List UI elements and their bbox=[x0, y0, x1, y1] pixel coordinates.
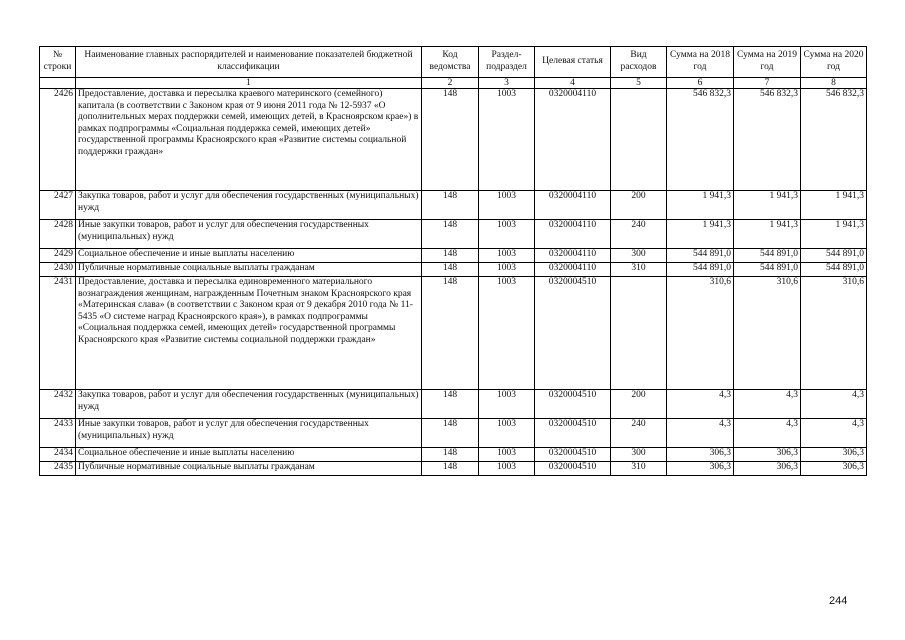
budget-table bbox=[39, 46, 867, 476]
row-dept: 148 bbox=[422, 263, 479, 277]
row-type bbox=[611, 89, 667, 191]
row-number: 2435 bbox=[40, 462, 76, 476]
col-index bbox=[40, 78, 76, 89]
row-name: Социальное обеспечение и иные выплаты населению bbox=[76, 249, 422, 263]
row-type bbox=[611, 277, 667, 390]
row-name: Публичные нормативные социальные выплаты гражданам bbox=[76, 263, 422, 277]
row-number: 2432 bbox=[40, 390, 76, 419]
header-sum-2020: Сумма на 2020 год bbox=[801, 47, 867, 78]
row-target: 0320004110 bbox=[535, 249, 611, 263]
row-sum-2019: 544 891,0 bbox=[734, 263, 801, 277]
header-expense-type: Вид расходов bbox=[611, 47, 667, 78]
row-section: 1003 bbox=[479, 419, 535, 448]
header-target: Целевая статья bbox=[535, 47, 611, 78]
page-number: 244 bbox=[829, 595, 848, 607]
row-dept: 148 bbox=[422, 277, 479, 390]
row-sum-2018: 4,3 bbox=[667, 419, 734, 448]
row-sum-2018: 544 891,0 bbox=[667, 263, 734, 277]
table-row bbox=[40, 220, 867, 249]
header-dept-code: Код ведомства bbox=[422, 47, 479, 78]
table-row bbox=[40, 462, 867, 476]
row-sum-2019: 4,3 bbox=[734, 419, 801, 448]
row-section: 1003 bbox=[479, 277, 535, 390]
row-sum-2019: 306,3 bbox=[734, 448, 801, 462]
col-index: 5 bbox=[611, 78, 667, 89]
row-section: 1003 bbox=[479, 263, 535, 277]
row-number: 2427 bbox=[40, 191, 76, 220]
table-row bbox=[40, 277, 867, 390]
row-section: 1003 bbox=[479, 462, 535, 476]
col-index: 1 bbox=[76, 78, 422, 89]
row-section: 1003 bbox=[479, 390, 535, 419]
header-name: Наименование главных распорядителей и наименование показателей бюджетной классификации bbox=[76, 47, 422, 78]
row-number: 2429 bbox=[40, 249, 76, 263]
header-section: Раздел-подраздел bbox=[479, 47, 535, 78]
row-dept: 148 bbox=[422, 462, 479, 476]
row-dept: 148 bbox=[422, 191, 479, 220]
row-sum-2020: 544 891,0 bbox=[801, 263, 867, 277]
col-index: 8 bbox=[801, 78, 867, 89]
row-section: 1003 bbox=[479, 220, 535, 249]
row-dept: 148 bbox=[422, 220, 479, 249]
row-sum-2020: 306,3 bbox=[801, 462, 867, 476]
row-sum-2020: 306,3 bbox=[801, 448, 867, 462]
row-target: 0320004510 bbox=[535, 419, 611, 448]
row-sum-2020: 4,3 bbox=[801, 419, 867, 448]
row-section: 1003 bbox=[479, 448, 535, 462]
row-type: 310 bbox=[611, 263, 667, 277]
row-section: 1003 bbox=[479, 249, 535, 263]
row-sum-2018: 1 941,3 bbox=[667, 191, 734, 220]
row-sum-2019: 544 891,0 bbox=[734, 249, 801, 263]
table-row bbox=[40, 263, 867, 277]
table-row bbox=[40, 390, 867, 419]
row-name: Предоставление, доставка и пересылка единовременного материального вознаграждения женщинам, награжденным Почетным знаком Красноярского края «Материнская слава» (в соответствии с Законом края от 9 декабря 2010 года № 11-5435 «О системе наград Красноярского края»), в рамках подпрограммы «Социальная поддержка семей, имеющих детей» государственной программы Красноярского края «Развитие системы социальной поддержки граждан» bbox=[76, 277, 422, 390]
row-dept: 148 bbox=[422, 89, 479, 191]
row-sum-2018: 310,6 bbox=[667, 277, 734, 390]
row-type: 240 bbox=[611, 220, 667, 249]
row-sum-2018: 306,3 bbox=[667, 462, 734, 476]
row-sum-2019: 1 941,3 bbox=[734, 191, 801, 220]
header-sum-2018: Сумма на 2018 год bbox=[667, 47, 734, 78]
row-sum-2019: 310,6 bbox=[734, 277, 801, 390]
col-index: 6 bbox=[667, 78, 734, 89]
row-dept: 148 bbox=[422, 249, 479, 263]
row-type: 240 bbox=[611, 419, 667, 448]
row-sum-2018: 4,3 bbox=[667, 390, 734, 419]
row-target: 0320004510 bbox=[535, 448, 611, 462]
row-target: 0320004510 bbox=[535, 277, 611, 390]
row-section: 1003 bbox=[479, 191, 535, 220]
row-number: 2428 bbox=[40, 220, 76, 249]
row-number: 2431 bbox=[40, 277, 76, 390]
row-sum-2018: 544 891,0 bbox=[667, 249, 734, 263]
col-index: 3 bbox=[479, 78, 535, 89]
row-type: 310 bbox=[611, 462, 667, 476]
column-index-row bbox=[40, 78, 867, 89]
row-sum-2018: 546 832,3 bbox=[667, 89, 734, 191]
row-name: Публичные нормативные социальные выплаты гражданам bbox=[76, 462, 422, 476]
row-type: 300 bbox=[611, 448, 667, 462]
row-sum-2019: 546 832,3 bbox=[734, 89, 801, 191]
header-sum-2019: Сумма на 2019 год bbox=[734, 47, 801, 78]
row-sum-2020: 544 891,0 bbox=[801, 249, 867, 263]
row-dept: 148 bbox=[422, 448, 479, 462]
row-target: 0320004110 bbox=[535, 263, 611, 277]
row-dept: 148 bbox=[422, 390, 479, 419]
row-type: 200 bbox=[611, 191, 667, 220]
col-index: 7 bbox=[734, 78, 801, 89]
row-target: 0320004510 bbox=[535, 390, 611, 419]
row-sum-2020: 546 832,3 bbox=[801, 89, 867, 191]
table-row bbox=[40, 249, 867, 263]
row-section: 1003 bbox=[479, 89, 535, 191]
row-sum-2018: 1 941,3 bbox=[667, 220, 734, 249]
row-target: 0320004110 bbox=[535, 89, 611, 191]
row-sum-2019: 306,3 bbox=[734, 462, 801, 476]
row-sum-2020: 1 941,3 bbox=[801, 220, 867, 249]
row-sum-2019: 4,3 bbox=[734, 390, 801, 419]
row-number: 2426 bbox=[40, 89, 76, 191]
row-number: 2434 bbox=[40, 448, 76, 462]
row-sum-2020: 310,6 bbox=[801, 277, 867, 390]
col-index: 2 bbox=[422, 78, 479, 89]
row-type: 200 bbox=[611, 390, 667, 419]
row-name: Иные закупки товаров, работ и услуг для обеспечения государственных (муниципальных) нужд bbox=[76, 220, 422, 249]
row-name: Закупка товаров, работ и услуг для обеспечения государственных (муниципальных) нужд bbox=[76, 390, 422, 419]
table-row bbox=[40, 89, 867, 191]
col-index: 4 bbox=[535, 78, 611, 89]
row-dept: 148 bbox=[422, 419, 479, 448]
row-name: Предоставление, доставка и пересылка краевого материнского (семейного) капитала (в соответствии с Законом края от 9 июня 2011 года № 12-5937 «О дополнительных мерах поддержки семей, имеющих детей, в Красноярском крае») в рамках подпрограммы «Социальная поддержка семей, имеющих детей» государственной программы Красноярского края «Развитие системы социальной поддержки граждан» bbox=[76, 89, 422, 191]
row-sum-2018: 306,3 bbox=[667, 448, 734, 462]
row-target: 0320004110 bbox=[535, 191, 611, 220]
row-target: 0320004110 bbox=[535, 220, 611, 249]
table-row bbox=[40, 191, 867, 220]
header-row bbox=[40, 47, 867, 78]
row-sum-2019: 1 941,3 bbox=[734, 220, 801, 249]
row-type: 300 bbox=[611, 249, 667, 263]
row-number: 2430 bbox=[40, 263, 76, 277]
table-row bbox=[40, 448, 867, 462]
row-target: 0320004510 bbox=[535, 462, 611, 476]
row-sum-2020: 1 941,3 bbox=[801, 191, 867, 220]
row-name: Социальное обеспечение и иные выплаты населению bbox=[76, 448, 422, 462]
table-row bbox=[40, 419, 867, 448]
row-sum-2020: 4,3 bbox=[801, 390, 867, 419]
row-name: Иные закупки товаров, работ и услуг для обеспечения государственных (муниципальных) нужд bbox=[76, 419, 422, 448]
header-row-number: № строки bbox=[40, 47, 76, 78]
row-number: 2433 bbox=[40, 419, 76, 448]
row-name: Закупка товаров, работ и услуг для обеспечения государственных (муниципальных) нужд bbox=[76, 191, 422, 220]
